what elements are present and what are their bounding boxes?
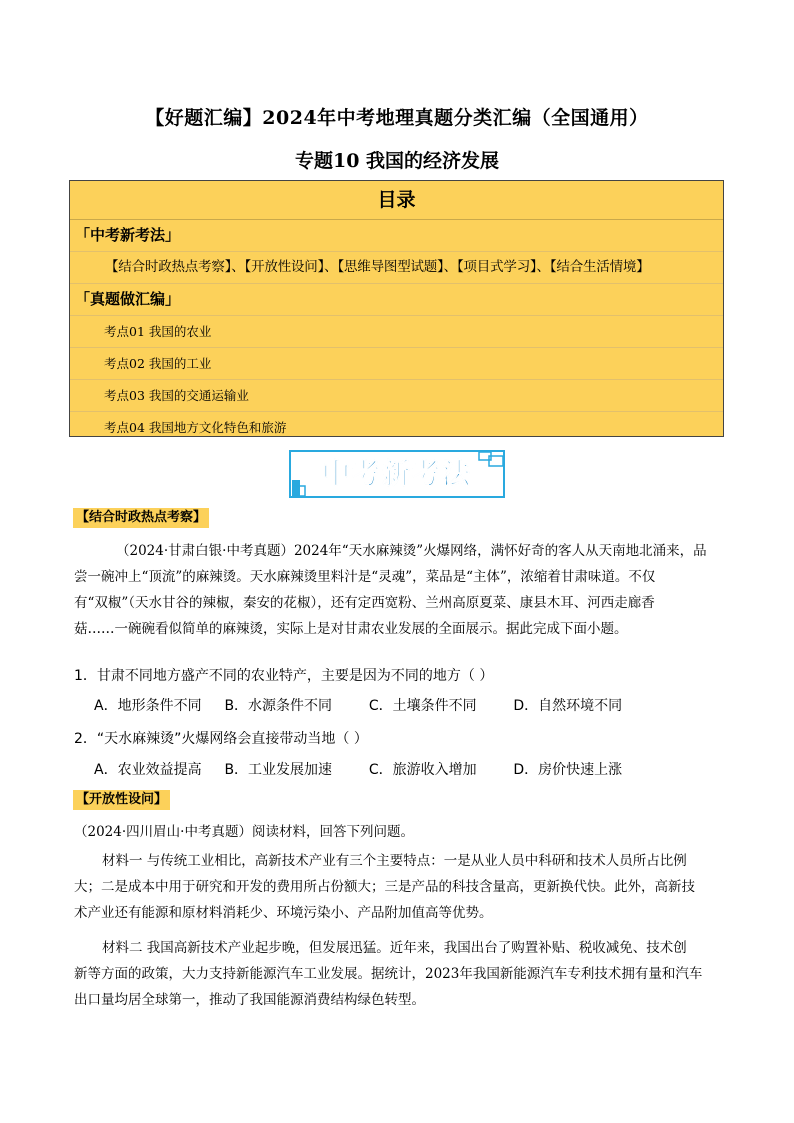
source-line: （2024·四川眉山·中考真题）阅读材料，回答下列问题。: [74, 824, 414, 840]
passage-1: [74, 538, 724, 642]
q1-option-d[interactable]: D．自然环境不同: [513, 698, 623, 714]
material-1: [74, 848, 724, 926]
material-1-line-1: 材料一 与传统工业相比，高新技术产业有三个主要特点：一是从业人员中科研和技术人员所占比例: [102, 853, 687, 869]
question-1: 1．甘肃不同地方盛产不同的农业特产，主要是因为不同的地方（ ）: [74, 668, 494, 684]
q2-option-a[interactable]: A．农业效益提高: [94, 762, 202, 778]
material-2-line-3: 出口量均居全球第一，推动了我国能源消费结构绿色转型。: [74, 992, 425, 1008]
toc-section-real-exams[interactable]: 「真题做汇编」: [70, 284, 723, 316]
toc-item-2[interactable]: 考点02 我国的工业: [70, 348, 723, 380]
toc-tag-list[interactable]: 【结合时政热点考察】、【开放性设问】、【思维导图型试题】、【项目式学习】、【结合生活情境】: [70, 252, 723, 284]
question-1-options: [94, 695, 622, 715]
toc-section-new-methods[interactable]: 「中考新考法」: [70, 220, 723, 252]
passage-1-line-4: 菇……一碗碗看似简单的麻辣烫，实际上是对甘肃农业发展的全面展示。据此完成下面小题。: [74, 621, 628, 637]
material-2: [74, 935, 724, 1013]
passage-1-line-3: 有“双椒”（天水甘谷的辣椒，秦安的花椒），还有定西宽粉、兰州高原夏菜、康县木耳、河西走廊香: [74, 595, 655, 611]
tag-current-affairs: 【结合时政热点考察】: [73, 508, 209, 528]
q1-option-b[interactable]: B．水源条件不同: [224, 698, 333, 714]
material-1-line-3: 术产业还有能源和原材料消耗少、环境污染小、产品附加值高等优势。: [74, 905, 493, 921]
document-subtitle: 专题10 我国的经济发展: [294, 150, 500, 172]
material-1-line-2: 大；二是成本中用于研究和开发的费用所占份额大；三是产品的科技含量高，更新换代快。此外，高新技: [74, 879, 695, 895]
material-2-line-1: 材料二 我国高新技术产业起步晚，但发展迅猛。近年来，我国出台了购置补贴、税收减免、技术创: [102, 940, 687, 956]
toc-item-4[interactable]: 考点04 我国地方文化特色和旅游: [104, 420, 287, 435]
passage-1-line-1: （2024·甘肃白银·中考真题）2024年“天水麻辣烫”火爆网络，满怀好奇的客人从天南地北涌来，品: [116, 543, 707, 559]
toc-heading: 目录: [70, 181, 723, 220]
material-2-line-2: 新等方面的政策，大力支持新能源汽车工业发展。据统计，2023年我国新能源汽车专利技术拥有量和汽车: [74, 966, 703, 982]
passage-1-line-2: 尝一碗冲上“顶流”的麻辣烫。天水麻辣烫里料汁是“灵魂”，菜品是“主体”，浓缩着甘肃味道。不仅: [74, 569, 656, 585]
document-title: 【好题汇编】2024年中考地理真题分类汇编（全国通用）: [145, 107, 649, 129]
q2-option-b[interactable]: B．工业发展加速: [224, 762, 333, 778]
tag-open-question: 【开放性设问】: [73, 790, 170, 810]
q1-option-c[interactable]: C．土壤条件不同: [368, 698, 477, 714]
toc-item-1[interactable]: 考点01 我国的农业: [70, 316, 723, 348]
question-2-options: [94, 759, 622, 779]
q1-option-a[interactable]: A．地形条件不同: [94, 698, 202, 714]
question-2: 2．“天水麻辣烫”火爆网络会直接带动当地（ ）: [74, 731, 368, 747]
banner-text: 中考新考法: [321, 457, 473, 490]
q2-option-c[interactable]: C．旅游收入增加: [368, 762, 477, 778]
toc-item-3[interactable]: 考点03 我国的交通运输业: [70, 380, 723, 412]
table-of-contents: [69, 180, 724, 437]
q2-option-d[interactable]: D．房价快速上涨: [513, 762, 623, 778]
section-banner: [289, 450, 505, 498]
